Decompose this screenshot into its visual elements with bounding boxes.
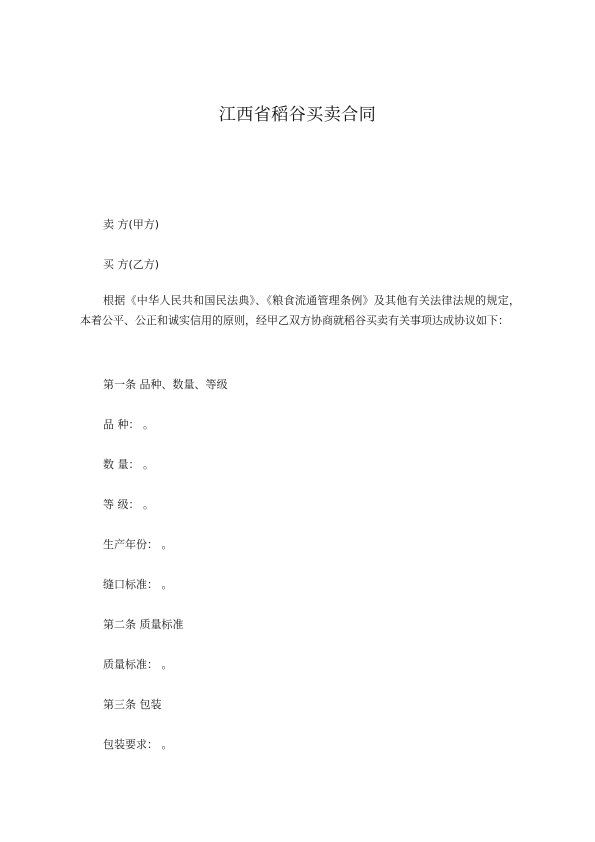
variety-line: 品 种： 。 [103,418,154,431]
intro-paragraph: 根据《中华人民共和国民法典》、《粮食流通管理条例》及其他有关法律法规的规定，本着公平、公正和诚实信用的原则，经甲乙双方协商就稻谷买卖有关事项达成协议如下： [80,294,520,327]
production-year-line: 生产年份： 。 [103,538,173,551]
packaging-requirements-line: 包装要求： 。 [103,738,173,751]
buyer-line: 买 方(乙方) [103,258,160,271]
article2-heading: 第二条 质量标准 [103,618,184,631]
document-title: 江西省稻谷买卖合同 [218,105,377,125]
quality-standard-line: 质量标准： 。 [103,658,173,671]
grade-line: 等 级： 。 [103,498,154,511]
quantity-line: 数 量： 。 [103,458,154,471]
opening-standard-line: 缝口标准： 。 [103,578,173,591]
seller-line: 卖 方(甲方) [103,218,160,231]
article1-heading: 第一条 品种、数量、等级 [103,378,228,391]
article3-heading: 第三条 包装 [103,698,162,711]
